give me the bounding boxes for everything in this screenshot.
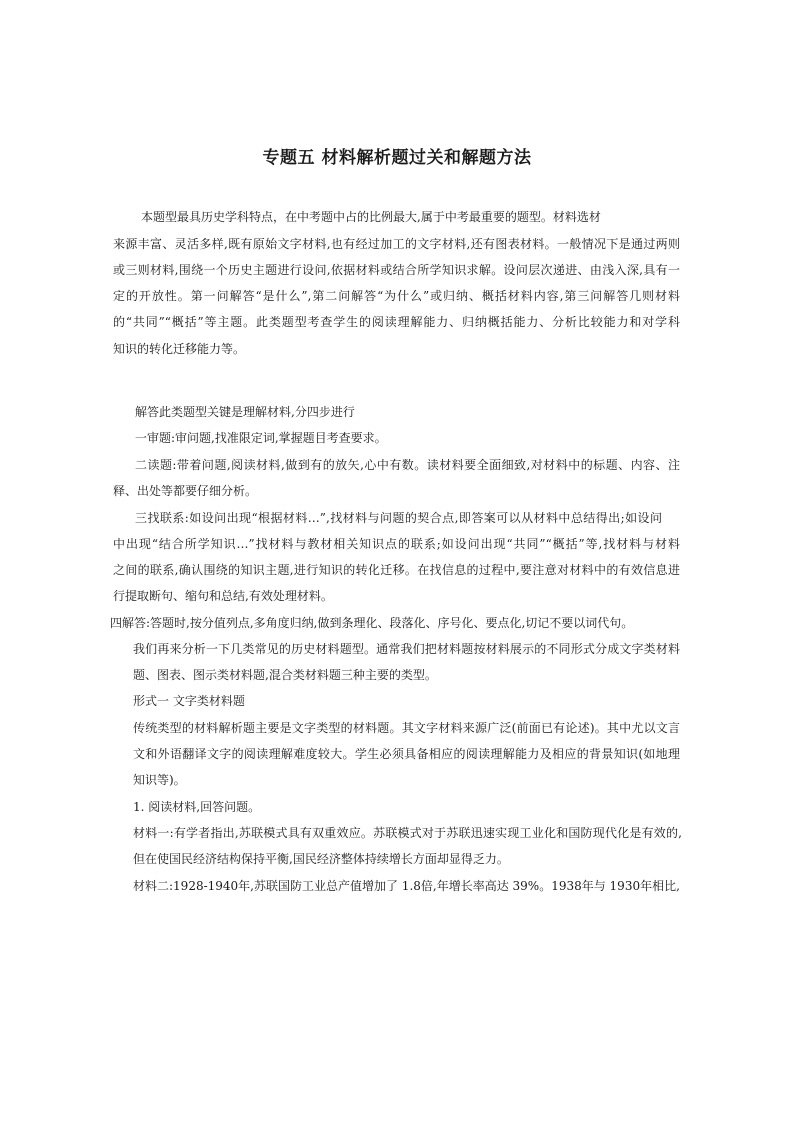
intro-line-2: 来源丰富、灵活多样,既有原始文字材料,也有经过加工的文字材料,还有图表材料。一般情况下是通过两则 <box>113 237 680 251</box>
method-step-3-line-2: 中出现“结合所学知识…”找材料与教材相关知识点的联系;如设问出现“共同”“概括”等,找材料与材料 <box>113 537 680 551</box>
page-title: 专题五 材料解析题过关和解题方法 <box>262 148 532 168</box>
intro-line-1: 本题型最具历史学科特点，在中考题中占的比例最大,属于中考最重要的题型。材料选材 <box>141 210 601 224</box>
method-step-3-line-3: 之间的联系,确认围绕的知识主题,进行知识的转化迁移。在找信息的过程中,要注意对材料中的有效信息进 <box>113 563 680 577</box>
material-1-line-1: 材料一:有学者指出,苏联模式具有双重效应。苏联模式对于苏联迅速实现工业化和国防现代化是有效的, <box>133 826 682 840</box>
method-step-4: 四解答:答题时,按分值列点,多角度归纳,做到条理化、段落化、序号化、要点化,切记不要以词代句。 <box>110 616 634 630</box>
form-1-desc-line-1: 传统类型的材料解析题主要是文字类型的材料题。其文字材料来源广泛(前面已有论述)。其中尤以文言 <box>133 721 680 735</box>
question-1: 1. 阅读材料,回答问题。 <box>133 800 261 814</box>
method-step-3-line-4: 行提取断句、缩句和总结,有效处理材料。 <box>113 589 333 603</box>
material-2-line-1: 材料二:1928-1940年,苏联国防工业总产值增加了 1.8倍,年增长率高达 39%。1938年与 1930年相比, <box>133 879 680 893</box>
intro-line-6: 知识的转化迁移能力等。 <box>113 342 246 356</box>
intro-line-3: 或三则材料,围绕一个历史主题进行设问,依据材料或结合所学知识求解。设问层次递进、由浅入深,具有一 <box>113 263 680 277</box>
material-1-line-2: 但在使国民经济结构保持平衡,国民经济整体持续增长方面却显得乏力。 <box>133 852 509 866</box>
method-step-3-line-1: 三找联系:如设问出现“根据材料…”,找材料与问题的契合点,即答案可以从材料中总结得出;如设问 <box>135 511 662 525</box>
analysis-intro-line-2: 题、图表、图示类材料题,混合类材料题三种主要的类型。 <box>133 668 437 682</box>
analysis-intro-line-1: 我们再来分析一下几类常见的历史材料题型。通常我们把材料题按材料展示的不同形式分成文字类材料 <box>133 642 680 656</box>
section-heading-form-1: 形式一 文字类材料题 <box>133 694 245 708</box>
intro-line-4: 定的开放性。第一问解答“是什么”,第二问解答“为什么”或归纳、概括材料内容,第三问解答几则材料 <box>113 289 680 303</box>
method-step-2-line-1: 二读题:带着问题,阅读材料,做到有的放矢,心中有数。读材料要全面细致,对材料中的标题、内容、注 <box>135 458 680 472</box>
method-heading: 解答此类题型关键是理解材料,分四步进行 <box>135 405 355 419</box>
method-step-2-line-2: 释、出处等都要仔细分析。 <box>113 484 258 498</box>
form-1-desc-line-2: 文和外语翻译文字的阅读理解难度较大。学生必须具备相应的阅读理解能力及相应的背景知识(如地理 <box>133 747 680 761</box>
form-1-desc-line-3: 知识等)。 <box>133 773 186 787</box>
method-step-1: 一审题:审问题,找准限定词,掌握题目考查要求。 <box>135 431 387 445</box>
intro-line-5: 的“共同”“概括”等主题。此类题型考查学生的阅读理解能力、归纳概括能力、分析比较能力和对学科 <box>113 315 680 329</box>
